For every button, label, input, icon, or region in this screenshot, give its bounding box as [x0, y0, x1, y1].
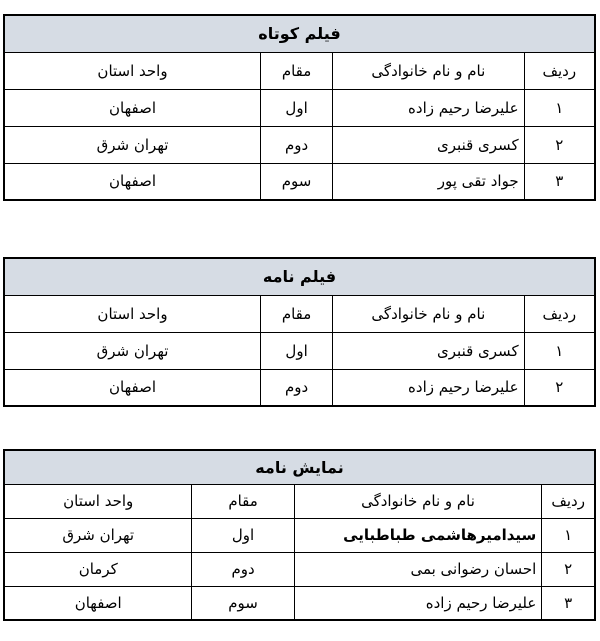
table-header-row [4, 295, 595, 332]
table-row [4, 518, 595, 552]
column-header-no: ردیف [524, 52, 595, 89]
cell-name: کسری قنبری [333, 126, 524, 163]
cell-no: ۳ [542, 586, 595, 620]
table-title: فیلم نامه [4, 258, 595, 295]
cell-rank: سوم [261, 163, 333, 200]
cell-province: اصفهان [4, 163, 261, 200]
cell-no: ۲ [524, 126, 595, 163]
column-header-no: ردیف [524, 295, 595, 332]
cell-rank: دوم [261, 126, 333, 163]
table-row [4, 552, 595, 586]
cell-no: ۲ [542, 552, 595, 586]
table-row [4, 369, 595, 406]
table-title: نمایش نامه [4, 450, 595, 484]
cell-province: اصفهان [4, 586, 192, 620]
column-header-name: نام و نام خانوادگی [294, 484, 542, 518]
column-header-no: ردیف [542, 484, 595, 518]
table-row [4, 126, 595, 163]
column-header-name: نام و نام خانوادگی [333, 52, 524, 89]
cell-province: تهران شرق [4, 332, 261, 369]
cell-name: کسری قنبری [333, 332, 524, 369]
cell-name: احسان رضوانی بمی [294, 552, 542, 586]
cell-name: علیرضا رحیم زاده [294, 586, 542, 620]
table-row [4, 163, 595, 200]
table-title-row [4, 258, 595, 295]
cell-name: علیرضا رحیم زاده [333, 89, 524, 126]
table-row [4, 332, 595, 369]
cell-province: تهران شرق [4, 518, 192, 552]
cell-province: کرمان [4, 552, 192, 586]
column-header-name: نام و نام خانوادگی [333, 295, 524, 332]
table-header-row [4, 52, 595, 89]
column-header-province: واحد استان [4, 484, 192, 518]
column-header-rank: مقام [192, 484, 294, 518]
cell-name: سیدامیرهاشمی طباطبایی [294, 518, 542, 552]
table-title-row [4, 450, 595, 484]
column-header-rank: مقام [261, 295, 333, 332]
table-row [4, 586, 595, 620]
cell-no: ۲ [524, 369, 595, 406]
cell-no: ۳ [524, 163, 595, 200]
results-table-screenplay [3, 257, 596, 407]
cell-no: ۱ [542, 518, 595, 552]
table-title: فیلم کوتاه [4, 15, 595, 52]
cell-name: جواد تقی پور [333, 163, 524, 200]
cell-province: اصفهان [4, 89, 261, 126]
cell-rank: اول [192, 518, 294, 552]
column-header-province: واحد استان [4, 295, 261, 332]
results-table-short-film [3, 14, 596, 201]
cell-rank: دوم [192, 552, 294, 586]
table-title-row [4, 15, 595, 52]
cell-rank: دوم [261, 369, 333, 406]
cell-rank: سوم [192, 586, 294, 620]
document-page [0, 14, 600, 641]
table-row [4, 89, 595, 126]
column-header-province: واحد استان [4, 52, 261, 89]
column-header-rank: مقام [261, 52, 333, 89]
cell-name: علیرضا رحیم زاده [333, 369, 524, 406]
cell-province: تهران شرق [4, 126, 261, 163]
table-header-row [4, 484, 595, 518]
cell-no: ۱ [524, 89, 595, 126]
cell-province: اصفهان [4, 369, 261, 406]
cell-no: ۱ [524, 332, 595, 369]
results-table-play-script [3, 449, 596, 621]
cell-rank: اول [261, 89, 333, 126]
cell-rank: اول [261, 332, 333, 369]
